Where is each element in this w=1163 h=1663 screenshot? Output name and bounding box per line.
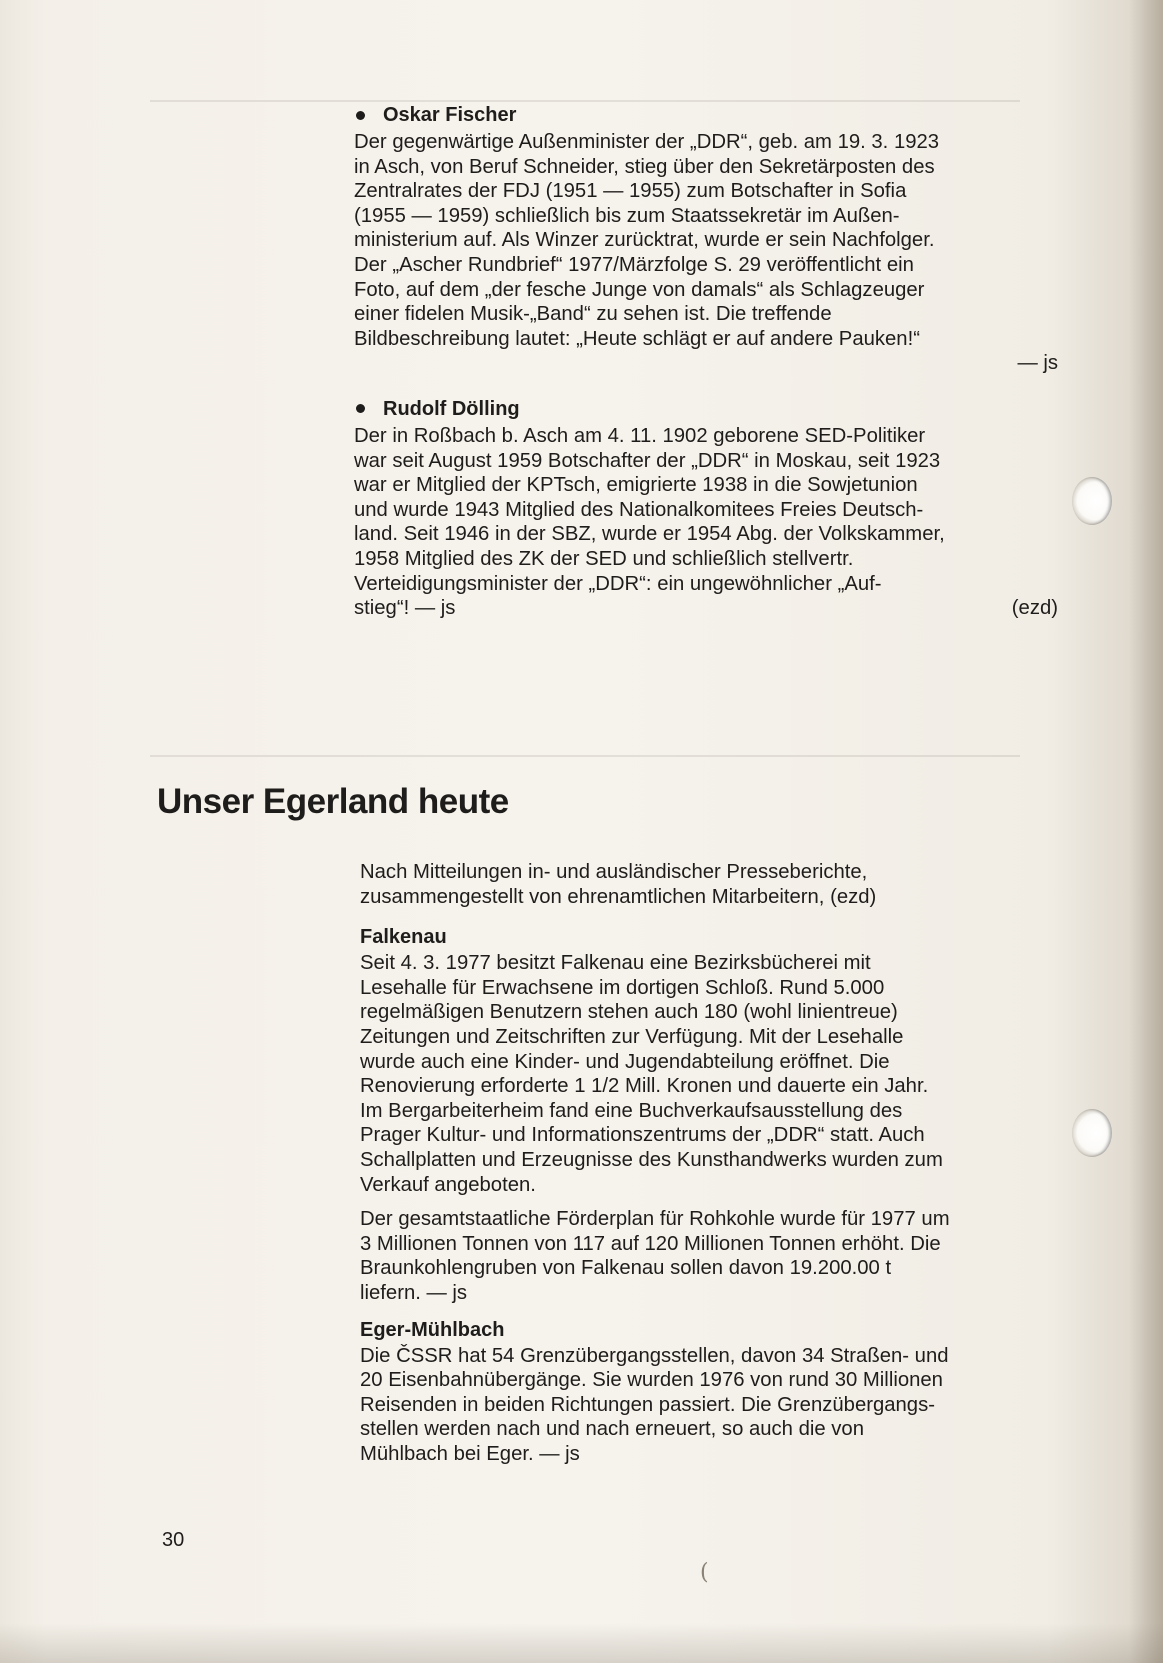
text-line: Foto, auf dem „der fesche Junge von damals“ als Schlagzeuger <box>354 278 925 301</box>
text-line: Lesehalle für Erwachsene im dortigen Schloß. Rund 5.000 <box>360 976 885 999</box>
text-line: Prager Kultur- und Informationszentrums der „DDR“ statt. Auch <box>360 1124 925 1147</box>
text-line: regelmäßigen Benutzern stehen auch 180 (wohl linientreue) <box>360 1001 898 1024</box>
text-line: Nach Mitteilungen in- und ausländischer Presseberichte, <box>360 861 868 883</box>
text-line: land. Seit 1946 in der SBZ, wurde er 1954 Abg. der Volkskammer, <box>354 523 945 546</box>
text-line: und wurde 1943 Mitglied des Nationalkomitees Freies Deutsch- <box>354 498 924 521</box>
eger-muehlbach-paragraph <box>360 1344 1058 1467</box>
text-line: Braunkohlengruben von Falkenau sollen davon 19.200.00 t <box>360 1257 892 1280</box>
biography-column <box>354 100 1058 621</box>
text-line: Verkauf angeboten. <box>360 1173 536 1196</box>
text-line: Bildbeschreibung lautet: „Heute schlägt er auf andere Pauken!“ <box>354 327 920 350</box>
text-line: in Asch, von Beruf Schneider, stieg über den Sekretärposten des <box>354 155 935 178</box>
text-line: Im Bergarbeiterheim fand eine Buchverkaufsausstellung des <box>360 1099 903 1122</box>
article-heading-fischer <box>354 100 1058 130</box>
falkenau-paragraph-1 <box>360 951 1058 1197</box>
text-line: wurde auch eine Kinder- und Jugendabteilung eröffnet. Die <box>360 1050 890 1073</box>
text-line: war er Mitglied der KPTsch, emigrierte 1938 in die Sowjetunion <box>354 474 918 497</box>
text-line: Mühlbach bei Eger. — js <box>360 1442 580 1465</box>
text-line: Seit 4. 3. 1977 besitzt Falkenau eine Bezirksbücherei mit <box>360 952 871 975</box>
punch-hole-top <box>1072 477 1112 525</box>
text-line: Der „Ascher Rundbrief“ 1977/Märzfolge S. 29 veröffentlicht ein <box>354 253 914 276</box>
news-column <box>360 860 1058 1466</box>
falkenau-paragraph-2 <box>360 1207 1058 1305</box>
text-line: ministerium auf. Als Winzer zurücktrat, wurde er sein Nachfolger. <box>354 229 935 252</box>
text-line: Zentralrates der FDJ (1951 — 1955) zum Botschafter in Sofia <box>354 180 907 203</box>
text-line: 1958 Mitglied des ZK der SED und schließlich stellvertr. <box>354 547 854 570</box>
text-line: zusammengestellt von ehrenamtlichen Mitarbeitern, (ezd) <box>360 885 877 908</box>
text-line-with-credit <box>354 596 1058 621</box>
text-line: Reisenden in beiden Richtungen passiert. Die Grenzübergangs- <box>360 1393 935 1416</box>
article-body-fischer <box>354 130 1058 376</box>
bullet-icon <box>356 404 365 413</box>
section-intro <box>360 860 1058 909</box>
text-line: Die ČSSR hat 54 Grenzübergangsstellen, davon 34 Straßen- und <box>360 1344 949 1367</box>
text-line: stieg“! — js <box>354 597 456 620</box>
text-line: 20 Eisenbahnübergänge. Sie wurden 1976 von rund 30 Millionen <box>360 1369 943 1392</box>
text-line: Zeitungen und Zeitschriften zur Verfügung. Mit der Lesehalle <box>360 1025 904 1048</box>
article-heading-doelling <box>354 394 1058 424</box>
text-line: stellen werden nach und nach erneuert, so auch die von <box>360 1418 864 1441</box>
text-line: war seit August 1959 Botschafter der „DDR“ in Moskau, seit 1923 <box>354 449 941 472</box>
text-line: Der gesamtstaatliche Förderplan für Rohkohle wurde für 1977 um <box>360 1208 950 1231</box>
text-line: einer fidelen Musik-„Band“ zu sehen ist. Die treffende <box>354 303 832 326</box>
pencil-mark: ( <box>700 1560 709 1585</box>
page-edge-shadow <box>1129 0 1163 1663</box>
article-heading-text: Rudolf Dölling <box>383 397 520 420</box>
bullet-icon <box>356 111 365 120</box>
text-line: 3 Millionen Tonnen von 117 auf 120 Millionen Tonnen erhöht. Die <box>360 1232 941 1255</box>
text-line: Der in Roßbach b. Asch am 4. 11. 1902 geborene SED-Politiker <box>354 424 926 447</box>
text-line: (1955 — 1959) schließlich bis zum Staatssekretär im Außen- <box>354 204 900 227</box>
text-line: Renovierung erforderte 1 1/2 Mill. Kronen und dauerte ein Jahr. <box>360 1075 929 1098</box>
text-line: liefern. — js <box>360 1281 468 1304</box>
author-credit: (ezd) <box>1011 597 1058 620</box>
text-line: Der gegenwärtige Außenminister der „DDR“, geb. am 19. 3. 1923 <box>354 131 940 153</box>
article-heading-text: Oskar Fischer <box>383 104 517 126</box>
author-signature: — js <box>1017 352 1058 375</box>
text-line: Schallplatten und Erzeugnisse des Kunsthandwerks wurden zum <box>360 1148 943 1171</box>
subheading-eger-muehlbach: Eger-Mühlbach <box>360 1318 505 1341</box>
article-body-doelling <box>354 424 1058 621</box>
punch-hole-bottom <box>1072 1109 1112 1157</box>
page-number: 30 <box>162 1529 185 1551</box>
section-title: Unser Egerland heute <box>157 782 509 821</box>
subheading-falkenau: Falkenau <box>360 926 447 949</box>
text-line: Verteidigungsminister der „DDR“: ein ungewöhnlicher „Auf- <box>354 572 882 595</box>
